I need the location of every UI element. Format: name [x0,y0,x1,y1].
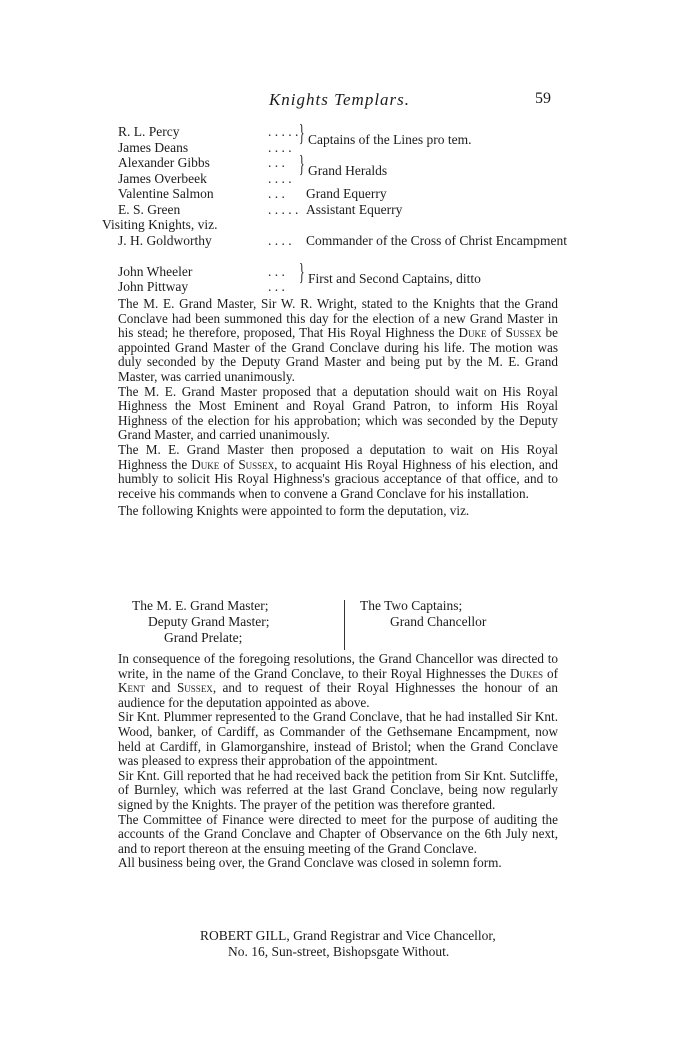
deputation-member: The Two Captains; [360,598,463,613]
signature-address: No. 16, Sun-street, Bishopsgate Without. [228,944,450,959]
page-number: 59 [535,90,551,107]
paragraph-finance: The Committee of Finance were directed to meet for the purpose of auditing the accounts of the Grand Conclave and Chapter of Observance on the 6th July next, and to report thereon at the ensuing meeting of the Grand Conclave. [118,811,558,856]
text-run: The M. E. Grand Master then proposed a deputation to wait on His Royal Highness the [118,441,558,472]
text-run: of [219,456,239,472]
officer-roster [102,120,578,295]
brace-mark: } [298,120,305,147]
column-divider [344,600,345,650]
leader-dots: . . . . [268,139,292,155]
text-run: Duke [458,325,487,341]
text-run: of [486,325,506,341]
deputation-member: The M. E. Grand Master; [132,598,269,613]
text-run: Sussex [238,456,275,472]
officer-name: E. S. Green [118,201,181,217]
text-run: , to acquaint His Royal Highness of his election, and humbly to solicit His Royal Highness's gracious acceptance of that office, and to receive his commands when to convene a Grand Conclave for his installation. [118,456,558,501]
text-run: , and to request of their Royal Highnesses the honour of an audience for the deputation appointed as above. [118,680,558,710]
leader-dots: . . . . [268,232,292,248]
deputation-member: Grand Chancellor [390,614,487,629]
paragraph-deputation-duke [118,443,558,501]
text-run: Kent [118,680,146,696]
leader-dots: . . . . [268,170,292,186]
roster-row [118,186,578,202]
text-run: be appointed Grand Master of the Grand Conclave during his life. The motion was duly seconded by the Deputy Grand Master and being put by the M. E. Grand Master, was carried unanimously. [118,325,558,384]
leader-dots: . . . . . [268,201,299,217]
running-title: Knights Templars. [268,90,411,109]
brace-mark: } [298,151,305,178]
brace-mark: } [298,260,305,286]
paragraph-following-knights: The following Knights were appointed to form the deputation, viz. [118,503,470,519]
minutes-block-2 [118,652,558,871]
text-run: In consequence of the foregoing resolutions, the Grand Chancellor was directed to write, in the name of the Grand Conclave, to their Royal Highnesses the [118,651,558,681]
paragraph-closing: All business being over, the Grand Conclave was closed in solemn form. [118,855,502,871]
deputation-right-column [360,598,540,630]
officer-role: Captains of the Lines pro tem. [308,131,472,147]
roster-row [102,217,578,233]
officer-name: R. L. Percy [118,124,180,139]
officer-name: J. H. Goldworthy [118,232,212,248]
signature-block [200,928,496,960]
leader-dots: . . . [268,155,285,170]
leader-dots: . . . [268,263,285,279]
officer-name: John Pittway [118,279,189,294]
text-run: The M. E. Grand Master, Sir W. R. Wright, stated to the Knights that the Grand Conclave had been summoned this day for the election of a new Grand Master in his stead; he therefore, proposed, That His Royal Highness the [118,296,558,341]
officer-name: Valentine Salmon [118,186,214,201]
minutes-block-1 [118,297,558,519]
roster-row [118,202,578,218]
officer-name: James Deans [118,139,189,155]
officer-role: Commander of the Cross of Christ Encampment [306,232,567,248]
officer-role: Grand Heralds [308,162,388,178]
text-run: Dukes [510,665,544,681]
paragraph-election [118,297,558,385]
officer-role: Assistant Equerry [306,201,403,217]
text-run: Sussex [505,325,542,341]
deputation-left-column [132,598,332,646]
paragraph-gill: Sir Knt. Gill reported that he had received back the petition from Sir Knt. Sutcliffe, of Burnley, which was referred at the last Grand Conclave, being now regularly signed by the Knights. The prayer of the petition was therefore granted. [118,767,558,812]
signature-name: ROBERT GILL, Grand Registrar and Vice Chancellor, [200,928,496,943]
paragraph-plummer: Sir Knt. Plummer represented to the Grand Conclave, that he had installed Sir Knt. Wood, banker, of Cardiff, as Commander of the Gethsemane Encampment, now held at Cardiff, in Glamorganshire, instead of Bristol; when the Grand Conclave was pleased to express their approbation of the appointment. [118,709,558,769]
paragraph-deputation-patron: The M. E. Grand Master proposed that a deputation should wait on His Royal Highness the Most Eminent and Royal Grand Patron, to inform His Royal Highness of the election for his approbation; which was seconded by the Deputy Grand Master, and carried unanimously. [118,383,558,443]
page-header [0,90,679,114]
officer-name: James Overbeek [118,170,207,186]
leader-dots: . . . . . [268,124,299,139]
text-run: of [543,665,558,681]
officer-role: First and Second Captains, ditto [308,271,481,286]
text-run: Duke [191,456,220,472]
deputation-member: Deputy Grand Master; [148,614,270,629]
paragraph-chancellor-letter [118,652,558,710]
officer-name: Alexander Gibbs [118,155,210,170]
text-run: and [145,680,177,696]
leader-dots: . . . [268,279,285,294]
text-run: Sussex [176,680,213,696]
roster-row [118,233,578,264]
visiting-knights-heading: Visiting Knights, viz. [102,217,218,232]
leader-dots: . . . [268,186,285,201]
officer-role: Grand Equerry [306,186,387,201]
deputation-member: Grand Prelate; [164,630,243,645]
officer-name: John Wheeler [118,263,193,279]
